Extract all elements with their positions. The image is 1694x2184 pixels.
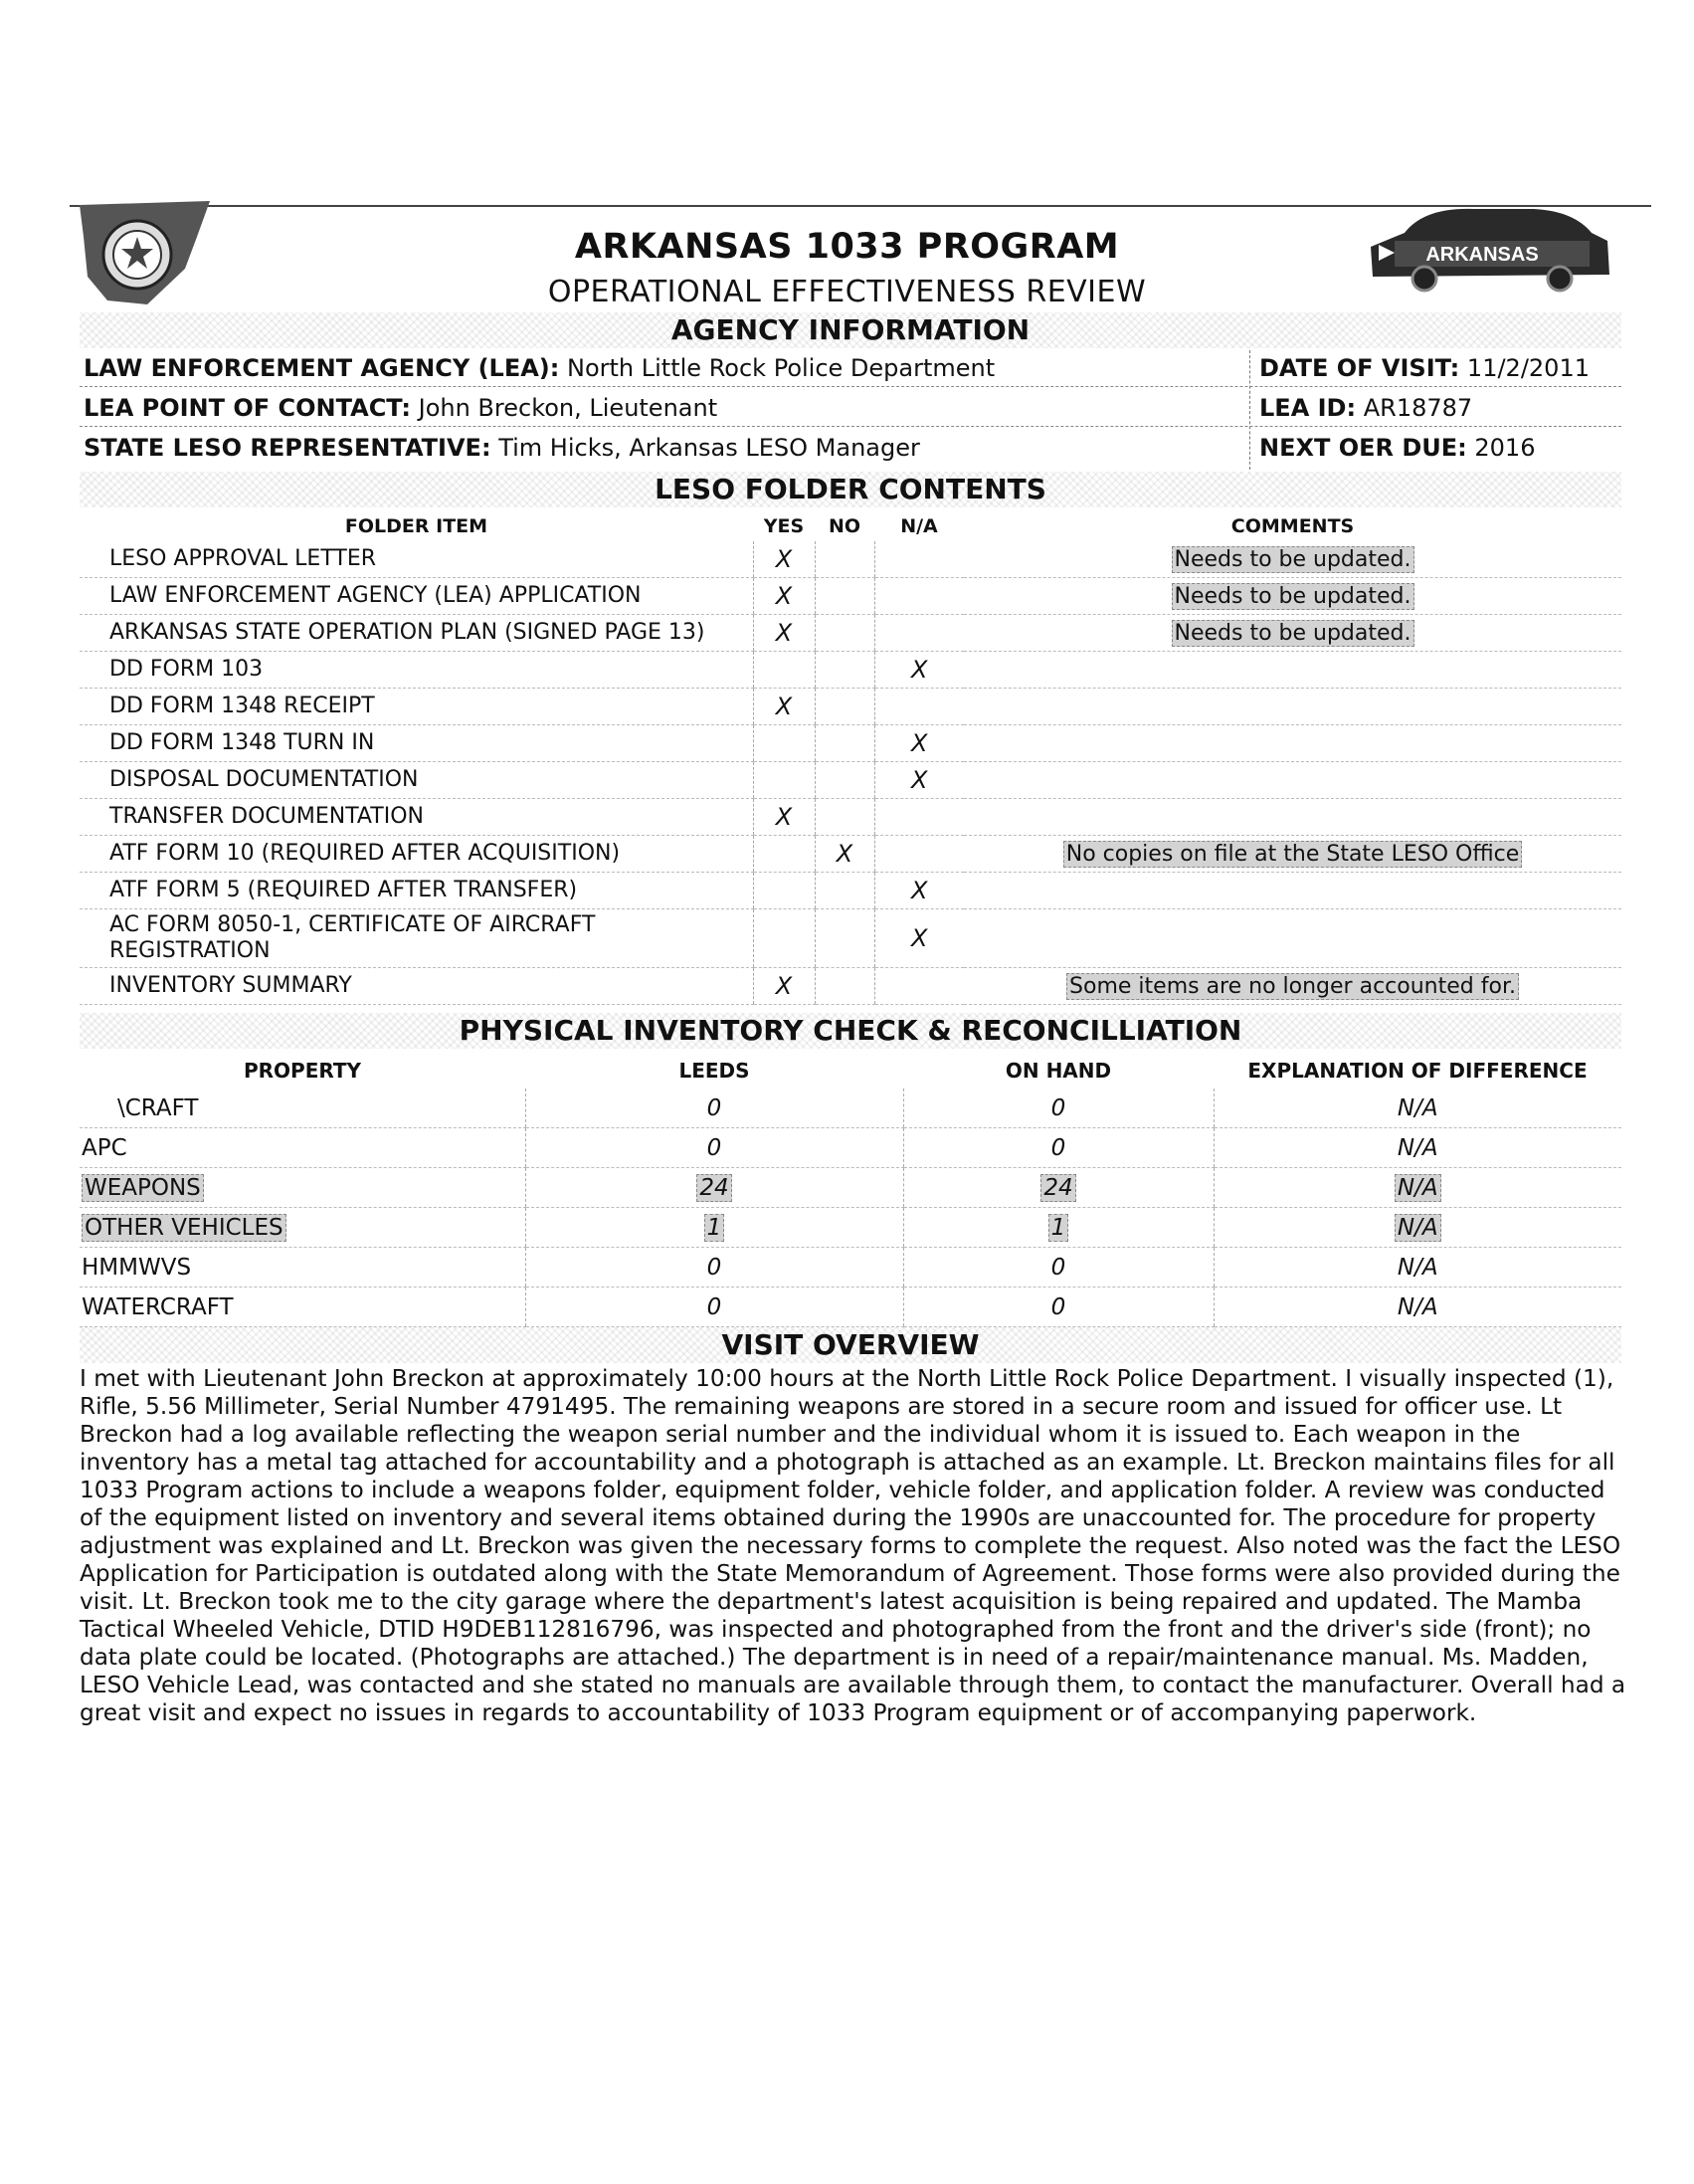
folder-item: ATF FORM 5 (REQUIRED AFTER TRANSFER) (80, 873, 753, 909)
comment-cell (964, 615, 1621, 652)
info-divider (1249, 350, 1250, 470)
visit-value: 11/2/2011 (1466, 354, 1590, 382)
comment-cell (964, 541, 1621, 578)
comment-cell (964, 799, 1621, 836)
column-header: YES (763, 515, 805, 537)
no-mark (815, 909, 874, 968)
lea-id-row (1259, 394, 1472, 422)
property-cell (80, 1168, 525, 1208)
leeds-text: 1 (704, 1214, 725, 1242)
info-rule (80, 426, 1621, 427)
na-mark (874, 968, 964, 1005)
rep-label: STATE LESO REPRESENTATIVE: (84, 434, 491, 462)
info-rule (80, 386, 1621, 387)
lea-id-label: LEA ID: (1259, 394, 1357, 422)
agency-information-heading: AGENCY INFORMATION (80, 312, 1621, 348)
comment-text: No copies on file at the State LESO Office (1063, 841, 1523, 868)
table-row (80, 1128, 1621, 1168)
visit-label: DATE OF VISIT: (1259, 354, 1460, 382)
table-row (80, 541, 1621, 578)
on-hand-text: 1 (1048, 1214, 1069, 1242)
yes-mark: X (753, 689, 815, 725)
explanation-cell: N/A (1214, 1128, 1621, 1168)
explanation-text: N/A (1395, 1174, 1441, 1202)
table-row (80, 873, 1621, 909)
yes-mark: X (753, 968, 815, 1005)
next-oer-label: NEXT OER DUE: (1259, 434, 1467, 462)
no-mark (815, 725, 874, 762)
column-header: LEEDS (678, 1059, 750, 1083)
property-cell (80, 1208, 525, 1248)
folder-item: ATF FORM 10 (REQUIRED AFTER ACQUISITION) (80, 836, 753, 873)
no-mark (815, 615, 874, 652)
no-mark (815, 541, 874, 578)
page-title: ARKANSAS 1033 PROGRAM (574, 227, 1120, 267)
folder-item: DISPOSAL DOCUMENTATION (80, 762, 753, 799)
no-mark (815, 652, 874, 689)
comment-cell (964, 578, 1621, 615)
comment-text: Needs to be updated. (1172, 583, 1414, 610)
yes-mark (753, 836, 815, 873)
table-row (80, 725, 1621, 762)
comment-text: Needs to be updated. (1172, 546, 1414, 573)
page-subtitle: OPERATIONAL EFFECTIVENESS REVIEW (547, 275, 1147, 309)
comment-cell (964, 725, 1621, 762)
na-mark (874, 541, 964, 578)
yes-mark (753, 725, 815, 762)
comment-cell (964, 689, 1621, 725)
table-row (80, 762, 1621, 799)
on-hand-cell: 0 (903, 1288, 1214, 1327)
no-mark (815, 762, 874, 799)
folder-item: TRANSFER DOCUMENTATION (80, 799, 753, 836)
yes-mark (753, 762, 815, 799)
na-mark: X (874, 725, 964, 762)
comment-text: Some items are no longer accounted for. (1066, 973, 1519, 1000)
no-mark (815, 873, 874, 909)
explanation-cell (1214, 1208, 1621, 1248)
leeds-cell (525, 1208, 903, 1248)
visit-overview-text: I met with Lieutenant John Breckon at approximately 10:00 hours at the North Little Rock Police Department. I visually inspected (1), Rifle, 5.56 Millimeter, Serial Number 4791495. The remaining weapons are stored in a secure room and issued for officer use. Lt Breckon had a log available reflecting the weapon serial number and the individual whom it is issued to. Each weapon in the inventory has a metal tag attached for accountability and a photograph is attached as an example. Lt. Breckon maintains files for all 1033 Program actions to include a weapons folder, equipment folder, vehicle folder, and application folder. A review was conducted of the equipment listed on inventory and several items obtained during the 1990s are unaccounted for. The procedure for property adjustment was explained and Lt. Breckon was given the necessary forms to complete the request. Also noted was the fact the LESO Application for Participation is outdated along with the State Memorandum of Agreement. Those forms were also provided during the visit. Lt. Breckon took me to the city garage where the department's latest acquisition is being repaired and updated. The Mamba Tactical Wheeled Vehicle, DTID H9DEB112816796, was inspected and photographed from the front and the driver's side (front); no data plate could be located. (Photographs are attached.) The department is in need of a repair/maintenance manual. Ms. Madden, LESO Vehicle Lead, was contacted and she stated no manuals are available through them, to contact the manufacturer. Overall had a great visit and expect no issues in regards to accountability of 1033 Program equipment or of accompanying paperwork. (80, 1365, 1626, 1726)
comment-cell (964, 836, 1621, 873)
on-hand-cell: 0 (903, 1128, 1214, 1168)
table-row (80, 1208, 1621, 1248)
badge-text: ARKANSAS (1425, 244, 1539, 266)
leeds-cell: 0 (525, 1089, 903, 1128)
column-header: COMMENTS (1230, 515, 1355, 537)
column-header: NO (828, 515, 861, 537)
no-mark (815, 689, 874, 725)
visit-overview-heading: VISIT OVERVIEW (80, 1327, 1621, 1363)
comment-cell (964, 909, 1621, 968)
poc-row (84, 394, 717, 422)
table-row (80, 1168, 1621, 1208)
na-mark: X (874, 652, 964, 689)
property-cell: APC (80, 1128, 525, 1168)
folder-item: DD FORM 103 (80, 652, 753, 689)
yes-mark (753, 652, 815, 689)
no-mark (815, 578, 874, 615)
folder-item: AC FORM 8050-1, CERTIFICATE OF AIRCRAFT REGISTRATION (80, 909, 753, 968)
column-header: N/A (900, 515, 938, 537)
folder-item: LESO APPROVAL LETTER (80, 541, 753, 578)
table-row (80, 578, 1621, 615)
property-cell: \CRAFT (80, 1089, 525, 1128)
explanation-cell: N/A (1214, 1288, 1621, 1327)
table-row (80, 615, 1621, 652)
yes-mark: X (753, 615, 815, 652)
na-mark: X (874, 873, 964, 909)
comment-cell (964, 652, 1621, 689)
property-cell: WATERCRAFT (80, 1288, 525, 1327)
yes-mark: X (753, 578, 815, 615)
rep-value: Tim Hicks, Arkansas LESO Manager (498, 434, 920, 462)
yes-mark: X (753, 799, 815, 836)
folder-item: DD FORM 1348 TURN IN (80, 725, 753, 762)
rep-row (84, 434, 920, 462)
yes-mark: X (753, 541, 815, 578)
folder-item: LAW ENFORCEMENT AGENCY (LEA) APPLICATION (80, 578, 753, 615)
na-mark (874, 799, 964, 836)
no-mark (815, 968, 874, 1005)
inventory-heading: PHYSICAL INVENTORY CHECK & RECONCILLIATION (80, 1013, 1621, 1049)
leeds-text: 24 (696, 1174, 731, 1202)
on-hand-cell (903, 1168, 1214, 1208)
folder-contents-heading: LESO FOLDER CONTENTS (80, 472, 1621, 507)
lea-label: LAW ENFORCEMENT AGENCY (LEA): (84, 354, 560, 382)
leeds-cell: 0 (525, 1248, 903, 1288)
on-hand-cell: 0 (903, 1089, 1214, 1128)
table-row (80, 689, 1621, 725)
yes-mark (753, 873, 815, 909)
explanation-cell: N/A (1214, 1089, 1621, 1128)
yes-mark (753, 909, 815, 968)
poc-value: John Breckon, Lieutenant (418, 394, 718, 422)
table-row (80, 1288, 1621, 1327)
leeds-cell (525, 1168, 903, 1208)
explanation-cell: N/A (1214, 1248, 1621, 1288)
table-row (80, 1248, 1621, 1288)
folder-item: ARKANSAS STATE OPERATION PLAN (SIGNED PAGE 13) (80, 615, 753, 652)
table-row (80, 909, 1621, 968)
leeds-cell: 0 (525, 1288, 903, 1327)
table-row (80, 836, 1621, 873)
explanation-cell (1214, 1168, 1621, 1208)
na-mark (874, 615, 964, 652)
column-header: EXPLANATION OF DIFFERENCE (1247, 1059, 1588, 1083)
na-mark (874, 836, 964, 873)
on-hand-text: 24 (1040, 1174, 1075, 1202)
poc-label: LEA POINT OF CONTACT: (84, 394, 411, 422)
table-row (80, 799, 1621, 836)
on-hand-cell: 0 (903, 1248, 1214, 1288)
comment-cell (964, 762, 1621, 799)
property-cell: HMMWVS (80, 1248, 525, 1288)
explanation-text: N/A (1395, 1214, 1441, 1242)
next-oer-row (1259, 434, 1535, 462)
lea-id-value: AR18787 (1363, 394, 1473, 422)
table-row (80, 1089, 1621, 1128)
folder-item: INVENTORY SUMMARY (80, 968, 753, 1005)
column-header: FOLDER ITEM (344, 515, 488, 537)
property-text: WEAPONS (82, 1174, 204, 1202)
na-mark (874, 689, 964, 725)
next-oer-value: 2016 (1474, 434, 1536, 462)
no-mark (815, 799, 874, 836)
comment-cell (964, 873, 1621, 909)
lea-row (84, 354, 995, 382)
folder-item: DD FORM 1348 RECEIPT (80, 689, 753, 725)
na-mark (874, 578, 964, 615)
no-mark: X (815, 836, 874, 873)
leeds-cell: 0 (525, 1128, 903, 1168)
lea-value: North Little Rock Police Department (567, 354, 996, 382)
property-text: OTHER VEHICLES (82, 1214, 286, 1242)
na-mark: X (874, 909, 964, 968)
on-hand-cell (903, 1208, 1214, 1248)
folder-contents-table (80, 511, 1621, 1005)
comment-text: Needs to be updated. (1172, 620, 1414, 647)
column-header: PROPERTY (243, 1059, 361, 1083)
inventory-table (80, 1053, 1621, 1327)
na-mark: X (874, 762, 964, 799)
table-row (80, 652, 1621, 689)
comment-cell (964, 968, 1621, 1005)
visit-row (1259, 354, 1590, 382)
table-row (80, 968, 1621, 1005)
column-header: ON HAND (1005, 1059, 1112, 1083)
